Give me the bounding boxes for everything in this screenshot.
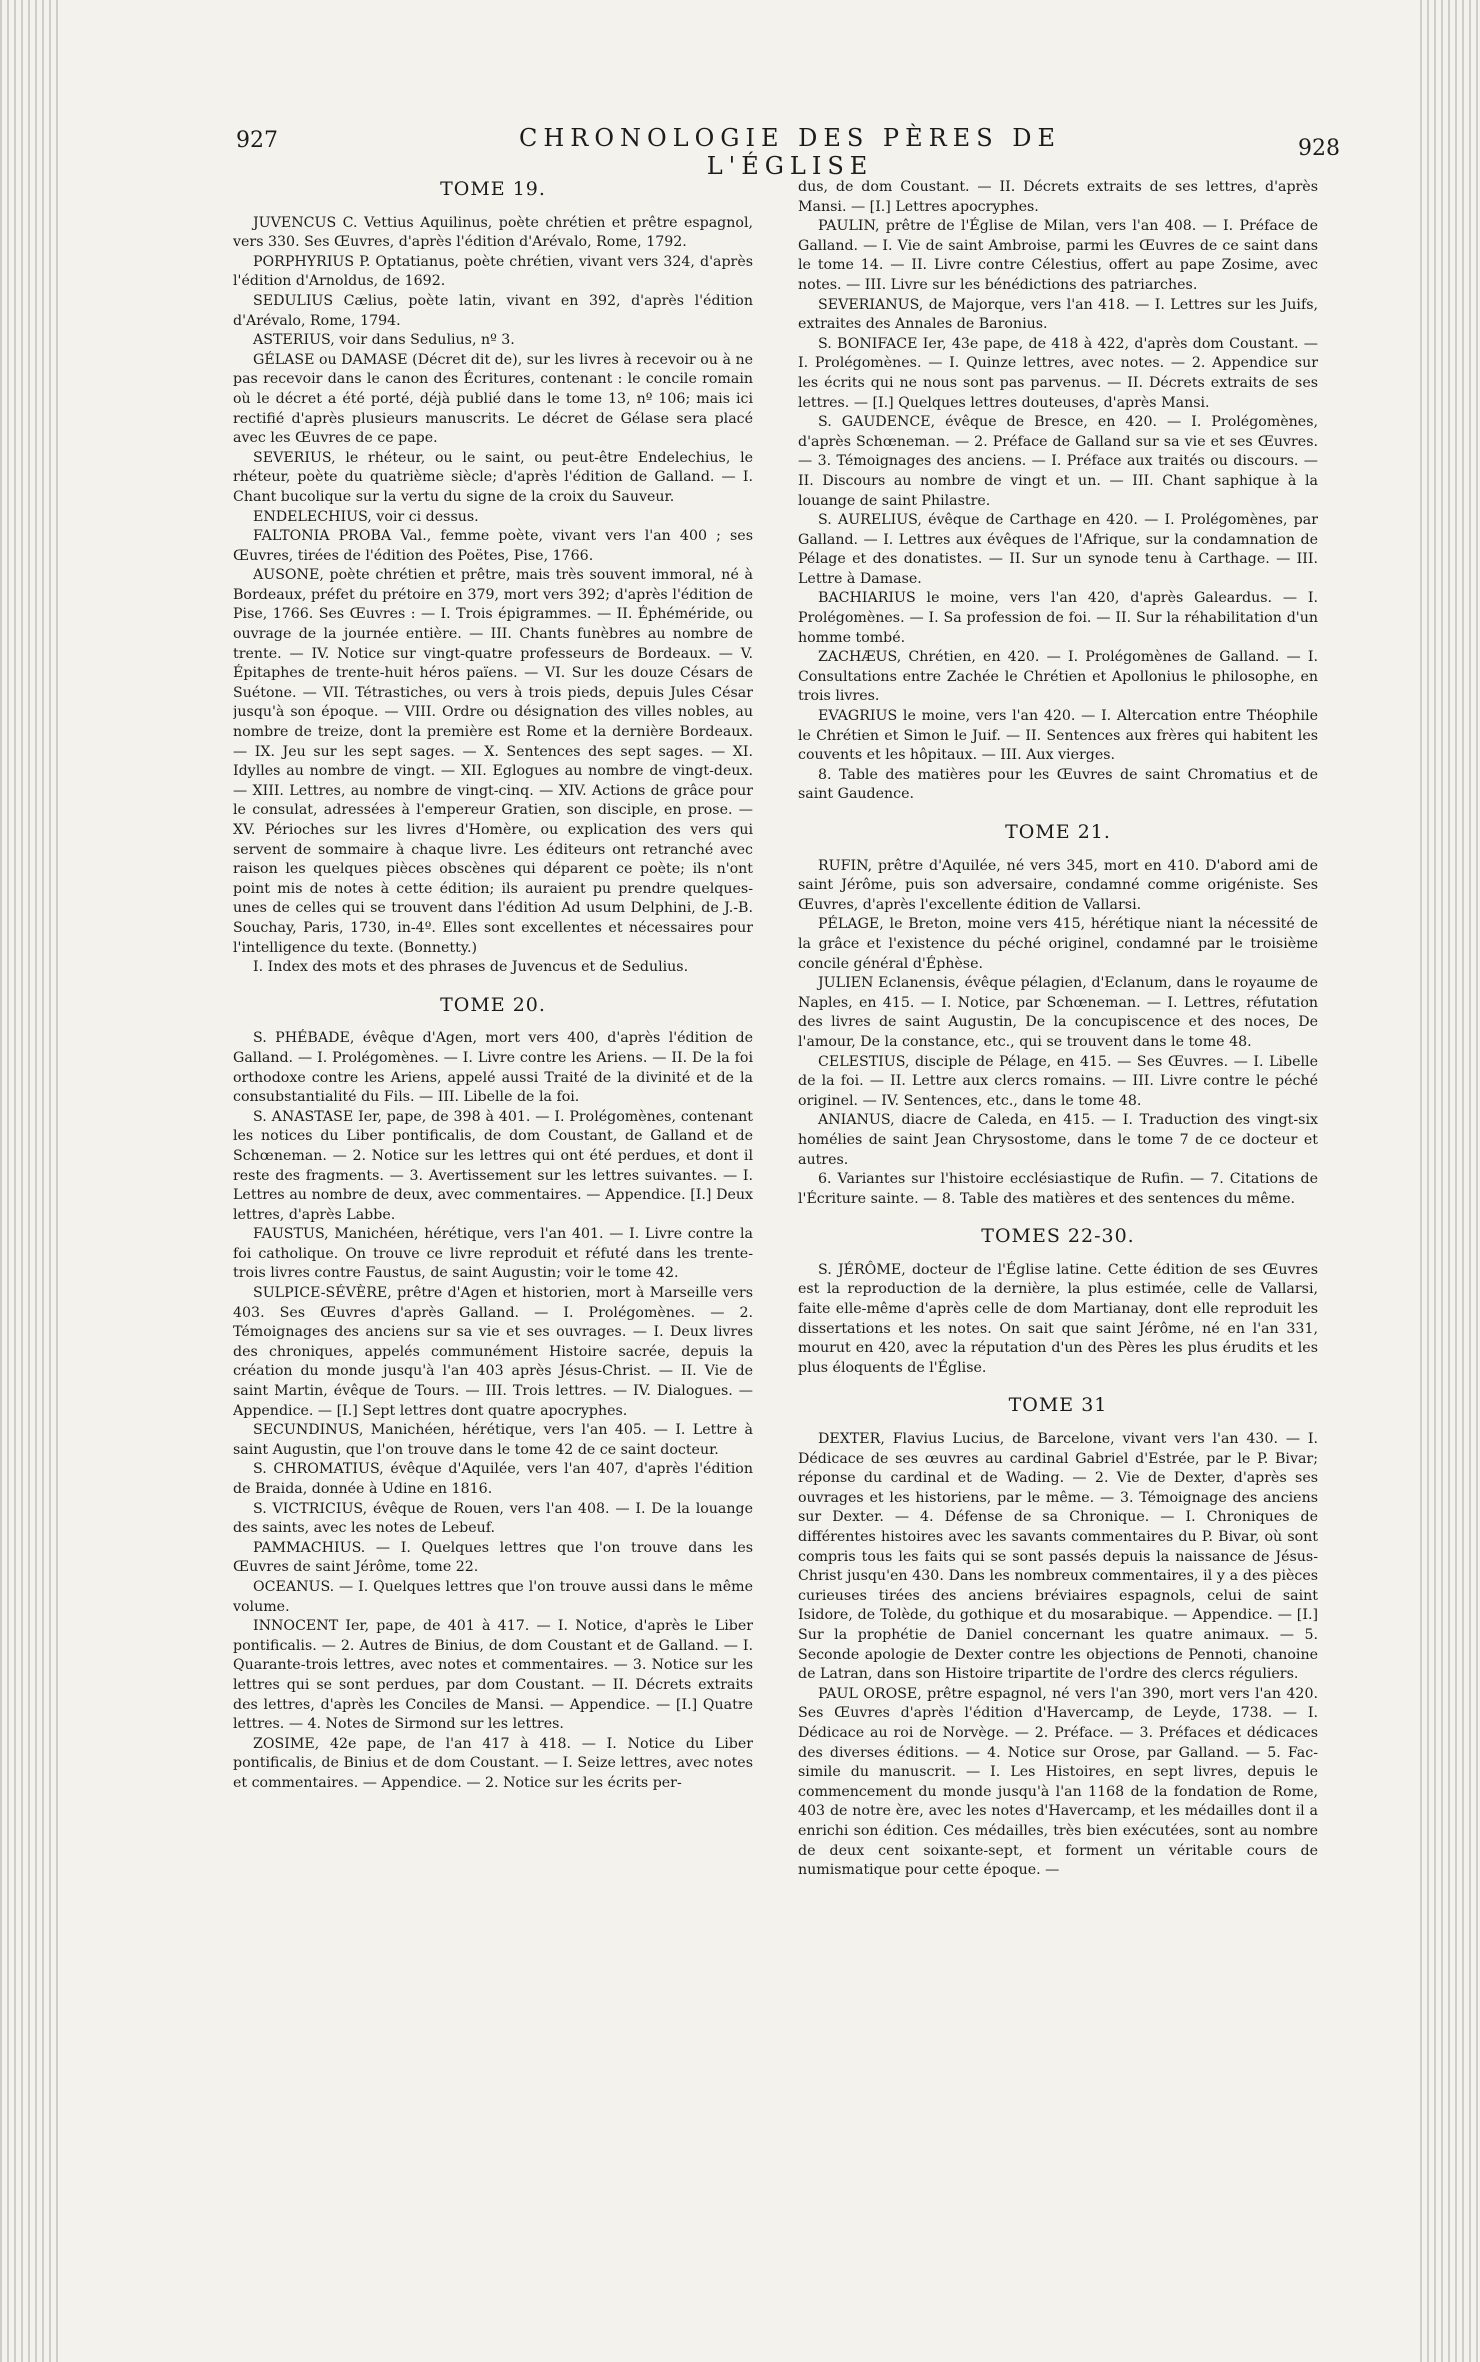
entry: S. GAUDENCE, évêque de Bresce, en 420. — I. Prolégomènes, d'après Schœneman. — 2. Préface de Galland sur sa vie et ses Œuvres. — 3. Témoignages des anciens. — I. Préface aux traités ou discours. — II. Discours au nombre de vingt et un. — III. Chant saphique à la louange de saint Philastre.	[798, 414, 1318, 509]
entry: CELESTIUS, disciple de Pélage, en 415. — Ses Œuvres. — I. Libelle de la foi. — II. Lettre aux clercs romains. — III. Livre contre le péché originel. — IV. Sentences, etc., dans le tome 48.	[798, 1053, 1318, 1109]
entry: PORPHYRIUS P. Optatianus, poète chrétien, vivant vers 324, d'après l'édition d'Arnoldus, de 1692.	[233, 253, 753, 290]
entry: FALTONIA PROBA Val., femme poète, vivant vers l'an 400 ; ses Œuvres, tirées de l'édition des Poëtes, Pise, 1766.	[233, 528, 753, 564]
entry: PÉLAGE, le Breton, moine vers 415, hérétique niant la nécessité de la grâce et l'existence du péché originel, condamné par le troisième concile général d'Éphèse.	[798, 916, 1318, 972]
entry: S. VICTRICIUS, évêque de Rouen, vers l'an 408. — I. De la louange des saints, avec les notes de Lebeuf.	[233, 1500, 753, 1537]
entry: S. CHROMATIUS, évêque d'Aquilée, vers l'an 407, d'après l'édition de Braida, donnée à Udine en 1816.	[233, 1461, 753, 1497]
running-title: CHRONOLOGIE DES PÈRES DE L'ÉGLISE	[518, 124, 1062, 180]
entry: RUFIN, prêtre d'Aquilée, né vers 345, mort en 410. D'abord ami de saint Jérôme, puis son adversaire, condamné comme origéniste. Ses Œuvres, d'après l'excellente édition de Vallarsi.	[798, 857, 1318, 913]
section-heading: TOME 21.	[1005, 821, 1111, 843]
scan-edge-right	[1420, 0, 1480, 2362]
entry: S. AURELIUS, évêque de Carthage en 420. — I. Prolégomènes, par Galland. — I. Lettres aux évêques de l'Afrique, sur la condamnation de Pélage et des donatistes. — II. Sur un synode tenu à Carthage. — III. Lettre à Damase.	[798, 512, 1318, 587]
entry: S. PHÉBADE, évêque d'Agen, mort vers 400, d'après l'édition de Galland. — I. Prolégomènes. — I. Livre contre les Ariens. — II. De la foi orthodoxe contre les Ariens, appelé aussi Traité de la divinité et de la consubstantialité du Fils. — III. Libelle de la foi.	[233, 1030, 753, 1106]
right-column	[798, 178, 1318, 2178]
entry: PAMMACHIUS. — I. Quelques lettres que l'on trouve dans les Œuvres de saint Jérôme, tome 22.	[233, 1539, 753, 1576]
entry: SULPICE-SÉVÈRE, prêtre d'Agen et historien, mort à Marseille vers 403. Ses Œuvres d'après Galland. — I. Prolégomènes. — 2. Témoignages des anciens sur sa vie et ses ouvrages. — I. Deux livres des chroniques, appelés communément Histoire sacrée, depuis la création du monde jusqu'à l'an 403 après Jésus-Christ. — II. Vie de saint Martin, évêque de Tours. — III. Trois lettres. — IV. Dialogues. — Appendice. — [I.] Sept lettres dont quatre apocryphes.	[233, 1285, 753, 1419]
entry: SECUNDINUS, Manichéen, hérétique, vers l'an 405. — I. Lettre à saint Augustin, que l'on trouve dans le tome 42 de ce saint docteur.	[233, 1422, 753, 1458]
page-number-left: 927	[236, 128, 278, 153]
entry: BACHIARIUS le moine, vers l'an 420, d'après Galeardus. — I. Prolégomènes. — I. Sa profession de foi. — II. Sur la réhabilitation d'un homme tombé.	[798, 590, 1318, 646]
entry: I. Index des mots et des phrases de Juvencus et de Sedulius.	[253, 959, 689, 976]
entry: S. BONIFACE Ier, 43e pape, de 418 à 422, d'après dom Coustant. — I. Prolégomènes. — I. Quinze lettres, avec notes. — 2. Appendice sur les écrits qui ne nous sont pas parvenus. — II. Décrets extraits de ses lettres. — [I.] Quelques lettres douteuses, d'après Mansi.	[798, 335, 1318, 411]
entry-continuation: dus, de dom Coustant. — II. Décrets extraits de ses lettres, d'après Mansi. — [I.] Lettres apocryphes.	[798, 179, 1318, 215]
section-heading: TOME 20.	[440, 993, 546, 1016]
section-heading: TOMES 22-30.	[981, 1225, 1135, 1248]
entry: PAUL OROSE, prêtre espagnol, né vers l'an 390, mort vers l'an 420. Ses Œuvres d'après l'édition d'Havercamp, de Leyde, 1738. — I. Dédicace au roi de Norvège. — 2. Préface. — 3. Préfaces et dédicaces des diverses éditions. — 4. Notice sur Orose, par Galland. — 5. Fac-simile du manuscrit. — I. Les Histoires, en sept livres, depuis le commencement du monde jusqu'à l'an 1168 de la fondation de Rome, 403 de notre ère, avec les notes d'Havercamp, et les médailles dont il a enrichi son édition. Ces médailles, très bien exécutées, sont au nombre de deux cent soixante-sept, et forment un véritable cours de numismatique pour cette époque. —	[798, 1685, 1318, 1879]
page-number-right: 928	[1298, 136, 1340, 161]
entry: DEXTER, Flavius Lucius, de Barcelone, vivant vers l'an 430. — I. Dédicace de ses œuvres au cardinal Gabriel d'Estrée, par le P. Bivar; réponse du cardinal et de Wading. — 2. Vie de Dexter, d'après ses ouvrages et les historiens, par le même. — 3. Témoignage des anciens sur Dexter. — 4. Défense de sa Chronique. — I. Chroniques de différentes histoires avec les savants commentaires du P. Bivar, où sont compris tous les faits qui se sont passés depuis la naissance de Jésus-Christ jusqu'en 430. Dans les nombreux commentaires, il y a des pièces curieuses tirées des anciens bréviaires espagnols, celui de saint Isidore, de Tolède, du gothique et du mosarabique. — Appendice. — [I.] Sur la prophétie de Daniel concernant les quatre animaux. — 5. Seconde apologie de Dexter contre les objections de Pennoti, chanoine de Latran, dans son Histoire tripartite de l'ordre des clercs réguliers.	[798, 1431, 1318, 1683]
entry: ZACHÆUS, Chrétien, en 420. — I. Prolégomènes de Galland. — I. Consultations entre Zachée le Chrétien et Apollonius le philosophe, en trois livres.	[798, 649, 1318, 705]
section-heading: TOME 31	[1008, 1394, 1108, 1417]
entry: S. ANASTASE Ier, pape, de 398 à 401. — I. Prolégomènes, contenant les notices du Liber pontificalis, de dom Coustant, de Galland et de Schœneman. — 2. Notice sur les lettres qui ont été perdues, et dont il reste des fragments. — 3. Avertissement sur les lettres suivantes. — I. Lettres au nombre de deux, avec commentaires. — Appendice. [I.] Deux lettres, d'après Labbe.	[233, 1108, 753, 1223]
entry: SEDULIUS Cælius, poète latin, vivant en 392, d'après l'édition d'Arévalo, Rome, 1794.	[233, 292, 753, 329]
entry: SEVERIANUS, de Majorque, vers l'an 418. — I. Lettres sur les Juifs, extraites des Annales de Baronius.	[798, 296, 1318, 333]
entry: JULIEN Eclanensis, évêque pélagien, d'Eclanum, dans le royaume de Naples, en 415. — I. Notice, par Schœneman. — I. Lettres, réfutation des livres de saint Augustin, De la concupiscence et des noces, De l'amour, De la constance, etc., qui se trouvent dans le tome 48.	[798, 975, 1318, 1050]
entry: PAULIN, prêtre de l'Église de Milan, vers l'an 408. — I. Préface de Galland. — I. Vie de saint Ambroise, parmi les Œuvres de ce saint dans le tome 14. — II. Livre contre Célestius, offert au pape Zosime, avec notes. — III. Livre sur les bénédictions des patriarches.	[798, 218, 1318, 293]
entry: 6. Variantes sur l'histoire ecclésiastique de Rufin. — 7. Citations de l'Écriture sainte. — 8. Table des matières et des sentences du même.	[798, 1171, 1318, 1207]
page-header	[0, 120, 1480, 180]
entry: OCEANUS. — I. Quelques lettres que l'on trouve aussi dans le même volume.	[233, 1578, 753, 1615]
entry: FAUSTUS, Manichéen, hérétique, vers l'an 401. — I. Livre contre la foi catholique. On trouve ce livre reproduit et réfuté dans les trente-trois livres contre Faustus, de saint Augustin; voir le tome 42.	[233, 1226, 753, 1282]
left-column	[233, 178, 753, 2178]
entry: ZOSIME, 42e pape, de l'an 417 à 418. — I. Notice du Liber pontificalis, de Binius et de dom Coustant. — I. Seize lettres, avec notes et commentaires. — Appendice. — 2. Notice sur les écrits per-	[233, 1735, 753, 1791]
entry: JUVENCUS C. Vettius Aquilinus, poète chrétien et prêtre espagnol, vers 330. Ses Œuvres, d'après l'édition d'Arévalo, Rome, 1792.	[233, 214, 753, 251]
scan-edge-left	[0, 0, 60, 2362]
entry: INNOCENT Ier, pape, de 401 à 417. — I. Notice, d'après le Liber pontificalis. — 2. Autres de Binius, de dom Coustant et de Galland. — I. Quarante-trois lettres, avec notes et commentaires. — 3. Notice sur les lettres qui se sont perdues, par dom Coustant. — II. Décrets extraits des lettres, d'après les Conciles de Mansi. — Appendice. — [I.] Quatre lettres. — 4. Notes de Sirmond sur les lettres.	[233, 1618, 753, 1733]
entry: 8. Table des matières pour les Œuvres de saint Chromatius et de saint Gaudence.	[798, 766, 1318, 803]
section-heading: TOME 19.	[440, 178, 546, 200]
entry: EVAGRIUS le moine, vers l'an 420. — I. Altercation entre Théophile le Chrétien et Simon le Juif. — II. Sentences aux frères qui habitent les couvents et les hôpitaux. — III. Aux vierges.	[798, 708, 1318, 764]
entry: GÉLASE ou DAMASE (Décret dit de), sur les livres à recevoir ou à ne pas recevoir dans le canon des Écritures, contenant : le concile romain où le décret a été porté, déjà publié dans le tome 13, nº 106; mais ici rectifié d'après plusieurs manuscrits. Le décret de Gélase sera placé avec les Œuvres de ce pape.	[233, 351, 753, 447]
entry: AUSONE, poète chrétien et prêtre, mais très souvent immoral, né à Bordeaux, préfet du prétoire en 379, mort vers 392; d'après l'édition de Pise, 1766. Ses Œuvres : — I. Trois épigrammes. — II. Éphéméride, ou ouvrage de la journée entière. — III. Chants funèbres au nombre de trente. — IV. Notice sur vingt-quatre professeurs de Bordeaux. — V. Épitaphes de trente-huit héros païens. — VI. Sur les douze Césars de Suétone. — VII. Tétrastiches, ou vers à trois pieds, depuis Jules César jusqu'à son époque. — VIII. Ordre ou désignation des villes nobles, au nombre de treize, dont la première est Rome et la dernière Bordeaux. — IX. Jeu sur les sept sages. — X. Sentences des sept sages. — XI. Idylles au nombre de vingt. — XII. Eglogues au nombre de vingt-deux. — XIII. Lettres, au nombre de vingt-cinq. — XIV. Actions de grâce pour le consulat, adressées à l'empereur Gratien, son disciple, en prose. — XV. Périoches sur les livres d'Homère, ou explication des vers qui servent de sommaire à chaque livre. Les éditeurs ont retranché avec raison les quelques pièces obscènes qui déparent ce poète; ils n'ont point mis de notes à cette édition; ils auraient pu prendre quelques-unes de celles qui se trouvent dans l'édition Ad usum Delphini, de J.-B. Souchay, Paris, 1730, in-4º. Elles sont excellentes et nécessaires pour l'intelligence du texte. (Bonnetty.)	[233, 567, 753, 956]
entry: SEVERIUS, le rhéteur, ou le saint, ou peut-être Endelechius, le rhéteur, poète du quatrième siècle; d'après l'édition de Galland. — I. Chant bucolique sur la vertu du signe de la croix du Sauveur.	[233, 449, 753, 505]
entry: ANIANUS, diacre de Caleda, en 415. — I. Traduction des vingt-six homélies de saint Jean Chrysostome, dans le tome 7 de ce docteur et autres.	[798, 1112, 1318, 1168]
entry: ASTERIUS, voir dans Sedulius, nº 3.	[253, 332, 515, 349]
entry: S. JÉRÔME, docteur de l'Église latine. Cette édition de ses Œuvres est la reproduction de la dernière, la plus estimée, celle de Vallarsi, faite elle-même d'après celle de dom Martianay, dont elle reproduit les dissertations et les notes. On sait que saint Jérôme, né en l'an 331, mourut en 420, avec la réputation d'un des Pères les plus érudits et les plus éloquents de l'Église.	[798, 1261, 1318, 1376]
entry: ENDELECHIUS, voir ci dessus.	[253, 508, 479, 525]
